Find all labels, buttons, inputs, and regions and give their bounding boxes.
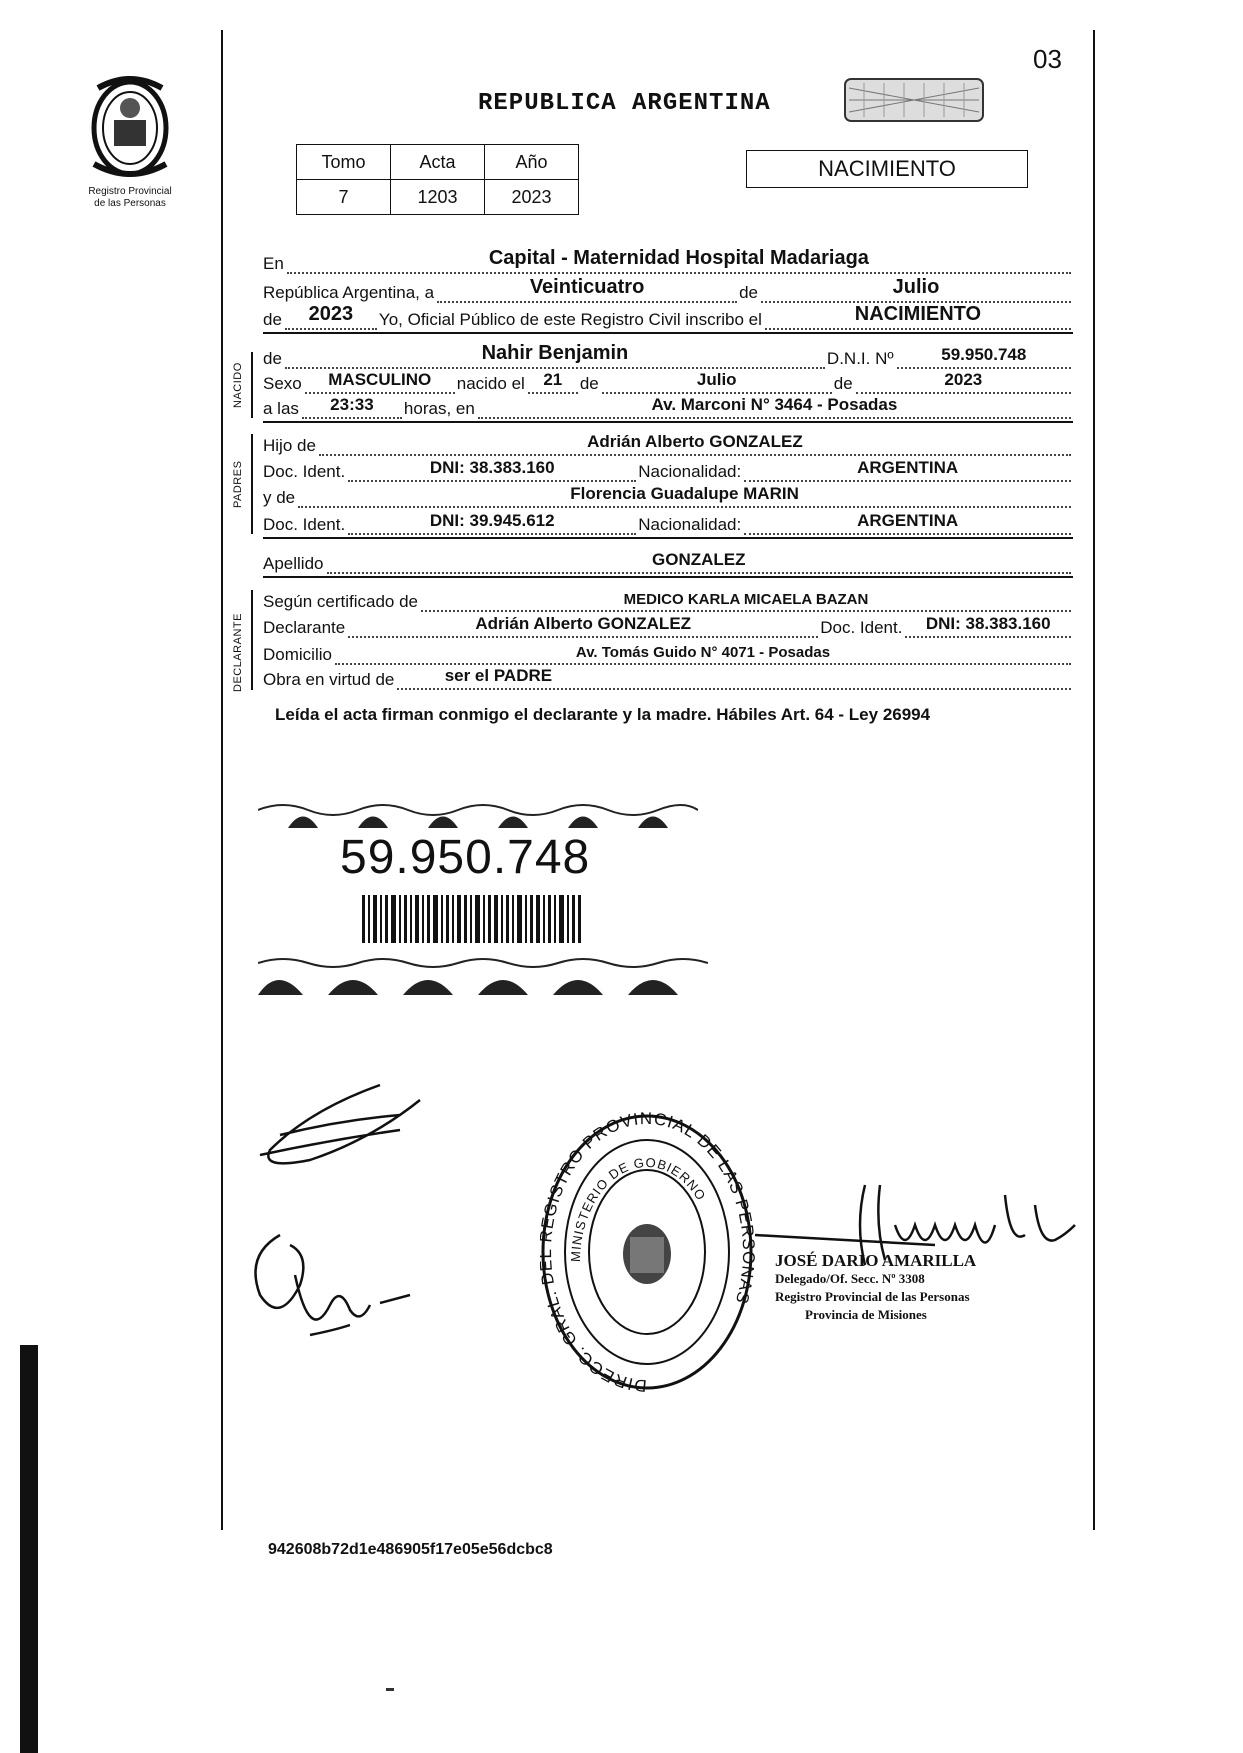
security-hologram <box>844 78 984 122</box>
officer-province: Provincia de Misiones <box>805 1307 927 1322</box>
row-fecha: República Argentina, a Veinticuatro de Julio <box>263 279 1073 303</box>
bracket-declarante <box>251 590 253 690</box>
field-madre-nac: ARGENTINA <box>857 511 959 530</box>
officer-role: Delegado/Of. Secc. Nº 3308 <box>775 1271 925 1286</box>
row-virtud: Obra en virtud de ser el PADRE <box>263 666 1073 690</box>
scan-edge-mark <box>20 1345 38 1753</box>
security-band-top <box>258 800 698 830</box>
field-certificado: MEDICO KARLA MICAELA BAZAN <box>623 591 869 608</box>
row-padre: Hijo de Adrián Alberto GONZALEZ <box>263 432 1073 456</box>
seal-outer-text: DIRECC. GRAL. GISTRO PROVINCIAL DE LAS PE AS <box>540 1112 755 1392</box>
officer-org: Registro Provincial de las Personas <box>775 1289 970 1304</box>
field-sexo: MASCULINO <box>328 370 432 389</box>
field-declarante: Adrián Alberto GONZALEZ <box>475 614 692 633</box>
table-header-anio: Año <box>485 145 579 180</box>
row-lugar: En Capital - Maternidad Hospital Madariaga <box>263 250 1073 274</box>
field-mes-nac: Julio <box>696 370 737 389</box>
field-anio-nac: 2023 <box>944 370 983 389</box>
table-value-acta: 1203 <box>391 180 485 215</box>
logo-caption: Registro Provincial de las Personas <box>88 186 172 209</box>
field-padre-doc: DNI: 38.383.160 <box>429 458 555 477</box>
document-type-box: NACIMIENTO <box>746 150 1028 188</box>
barcode <box>362 895 582 943</box>
field-dia-texto: Veinticuatro <box>529 276 645 298</box>
field-virtud: ser el PADRE <box>444 666 553 685</box>
field-lugar: Capital - Maternidad Hospital Madariaga <box>488 247 869 269</box>
officer-block <box>775 1252 976 1324</box>
field-dia-nac: 21 <box>543 370 563 389</box>
official-seal <box>540 1112 755 1392</box>
field-padre-nac: ARGENTINA <box>857 458 959 477</box>
side-label-padres: PADRES <box>232 460 244 508</box>
bracket-padres <box>251 434 253 534</box>
field-acto: NACIMIENTO <box>854 303 982 325</box>
row-apellido: Apellido GONZALEZ <box>263 550 1073 574</box>
officer-name: JOSÉ DARIO AMARILLA <box>775 1251 977 1270</box>
table-value-anio: 2023 <box>485 180 579 215</box>
field-mes-texto: Julio <box>892 276 940 298</box>
country-title: REPUBLICA ARGENTINA <box>478 90 771 117</box>
field-madre-doc: DNI: 39.945.612 <box>429 511 555 530</box>
row-anio-acto: de 2023 Yo, Oficial Público de este Registro Civil inscribo el NACIMIENTO <box>263 306 1073 330</box>
separator-3 <box>263 537 1073 539</box>
table-header-tomo: Tomo <box>297 145 391 180</box>
field-madre: Florencia Guadalupe MARIN <box>570 484 799 503</box>
field-apellido: GONZALEZ <box>652 550 746 569</box>
document-hash: 942608b72d1e486905f17e05e56dcbc8 <box>268 1541 553 1558</box>
field-padre: Adrián Alberto GONZALEZ <box>587 432 803 451</box>
separator-1 <box>263 332 1073 334</box>
row-domicilio: Domicilio Av. Tomás Guido N° 4071 - Posadas <box>263 641 1073 665</box>
separator-2 <box>263 421 1073 423</box>
table-value-tomo: 7 <box>297 180 391 215</box>
dni-large-number: 59.950.748 <box>340 831 591 884</box>
side-label-nacido: NACIDO <box>232 362 244 408</box>
row-hora: a las 23:33 horas, en Av. Marconi N° 3464 - Posadas <box>263 395 1073 419</box>
row-sexo: Sexo MASCULINO nacido el 21 de Julio de 2023 <box>263 370 1073 394</box>
stray-mark <box>386 1688 394 1691</box>
field-declarante-doc: DNI: 38.383.160 <box>925 614 1051 633</box>
row-padre-doc: Doc. Ident. DNI: 38.383.160 Nacionalidad: ARGENTINA <box>263 458 1073 482</box>
row-declarante: Declarante Adrián Alberto GONZALEZ Doc. Ident. DNI: 38.383.160 <box>263 614 1073 638</box>
row-madre: y de Florencia Guadalupe MARIN <box>263 484 1073 508</box>
mother-signature <box>240 1215 420 1350</box>
page-number: 03 <box>1033 44 1062 74</box>
field-dni: 59.950.748 <box>941 345 1027 364</box>
security-band-bottom <box>258 955 708 995</box>
row-nombre: de Nahir Benjamin D.N.I. Nº 59.950.748 <box>263 345 1073 369</box>
bracket-nacido <box>251 352 253 418</box>
seal-inner-text: MINISTERIO DE GOBIERNO <box>567 1154 710 1263</box>
field-domicilio-nac: Av. Marconi N° 3464 - Posadas <box>651 395 898 414</box>
registry-table <box>296 144 579 215</box>
side-label-declarante: DECLARANTE <box>232 613 244 692</box>
separator-4 <box>263 576 1073 578</box>
table-header-acta: Acta <box>391 145 485 180</box>
field-domicilio-decl: Av. Tomás Guido N° 4071 - Posadas <box>575 644 831 661</box>
field-nombre: Nahir Benjamin <box>481 342 629 364</box>
field-anio: 2023 <box>308 303 354 325</box>
left-margin-line <box>221 30 223 1530</box>
row-certificado: Según certificado de MEDICO KARLA MICAELA BAZAN <box>263 588 1073 612</box>
declarant-signature <box>250 1080 430 1190</box>
right-margin-line <box>1093 30 1095 1530</box>
field-hora: 23:33 <box>330 395 374 414</box>
row-madre-doc: Doc. Ident. DNI: 39.945.612 Nacionalidad: ARGENTINA <box>263 511 1073 535</box>
closing-note: Leída el acta firman conmigo el declarante y la madre. Hábiles Art. 64 - Ley 26994 <box>275 705 931 724</box>
provincial-registry-logo <box>80 72 180 184</box>
